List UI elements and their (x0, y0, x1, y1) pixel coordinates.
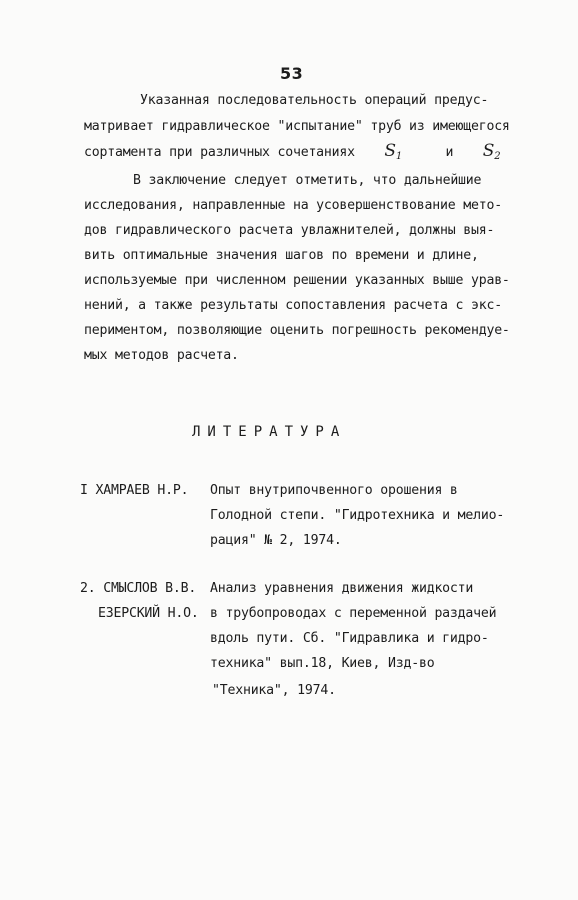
paragraph2-line: нений, а также результаты сопоставления расчета с экс- (84, 298, 502, 313)
paragraph1-line3 (84, 142, 500, 166)
reference-2-author: ЕЗЕРСКИЙ Н.О. (98, 606, 199, 621)
paragraph2-line: исследования, направленные на усовершенствование мето- (84, 198, 502, 213)
reference-2-line: в трубопроводах с переменной раздачей (210, 606, 497, 621)
reference-1-line: рация" № 2, 1974. (210, 533, 342, 548)
reference-2-line: вдоль пути. Сб. "Гидравлика и гидро- (210, 631, 489, 646)
reference-2-author: 2. СМЫСЛОВ В.В. (80, 581, 197, 596)
paragraph2-line: дов гидравлического расчета увлажнителей, должны выя- (84, 223, 495, 238)
reference-1-author: I ХАМРАЕВ Н.Р. (80, 483, 189, 498)
paragraph1-line3-text: сортамента при различных сочетаниях (84, 145, 355, 160)
paragraph1-line2: матривает гидравлическое "испытание" труб из имеющегося (84, 119, 510, 134)
reference-2-line: техника" вып.18, Киев, Изд-во (210, 656, 435, 671)
literature-heading: ЛИТЕРАТУРА (192, 424, 347, 440)
page-number: 53 (280, 64, 304, 83)
conjunction-and: и (445, 145, 454, 160)
symbol-s1: $S_1$ (384, 141, 403, 162)
paragraph2-line: вить оптимальные значения шагов по времени и длине, (84, 248, 479, 263)
paragraph2-line: используемые при численном решении указанных выше урав- (84, 273, 510, 288)
reference-2-line: Анализ уравнения движения жидкости (210, 581, 474, 596)
reference-1-line: Голодной степи. "Гидротехника и мелио- (210, 508, 505, 523)
symbol-s2: $S_2$ (482, 141, 501, 162)
reference-2-line: "Техника", 1974. (212, 683, 336, 698)
paragraph2-line: периментом, позволяющие оценить погрешность рекомендуе- (84, 323, 510, 338)
reference-1-line: Опыт внутрипочвенного орошения в (210, 483, 458, 498)
paragraph1-line1: Указанная последовательность операций предус- (140, 93, 489, 108)
paragraph2-line: мых методов расчета. (84, 348, 239, 363)
paragraph2-line: В заключение следует отметить, что дальнейшие (133, 173, 482, 188)
